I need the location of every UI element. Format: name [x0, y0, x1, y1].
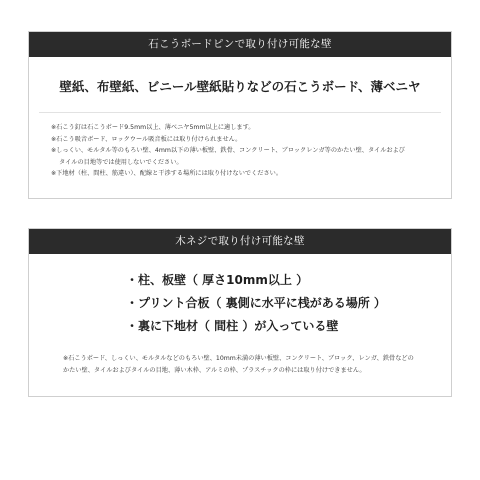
note-line: ※石こう吸音ボード、ロックウール吸音板には取り付けられません。	[51, 135, 242, 143]
bullet-item: ・柱、板壁（ 厚さ10mm以上 ）	[126, 273, 309, 287]
plaster-panel-header: 石こうボードピンで取り付け可能な壁	[29, 32, 451, 57]
note-line: ※石こう釘は石こうボード9.5mm以上、薄ベニヤ5mm以上に適します。	[51, 124, 255, 131]
note-line: タイルの目地等では使用しないでください。	[59, 158, 183, 166]
plaster-board-pin-panel	[28, 31, 452, 199]
note-line: ※下地材（柱、間柱、筋違い）、配線と干渉する場所には取り付けないでください。	[51, 170, 283, 178]
note-line: ※しっくい、モルタル等のもろい壁、4mm以下の薄い板壁、鉄骨、コンクリート、ブロックレンガ等のかたい壁、タイルおよび	[51, 147, 405, 155]
wood-screw-panel	[28, 228, 452, 397]
wood-panel-header: 木ネジで取り付け可能な壁	[29, 229, 451, 254]
note-line: ※石こうボード、しっくい、モルタルなどのもろい壁、10mm未満の薄い板壁、コンクリート、ブロック、レンガ、鉄骨などの	[63, 355, 414, 362]
plaster-panel-notes	[51, 122, 437, 180]
bullet-item: ・裏に下地材（ 間柱 ）が入っている壁	[126, 319, 339, 333]
plaster-panel-divider	[39, 112, 441, 113]
wood-panel-notes	[63, 353, 437, 376]
note-line: かたい壁、タイルおよびタイルの目地、薄い木枠、アルミの枠、プラスチックの枠には取り付けできません。	[63, 366, 366, 374]
wood-panel-bullet-list	[126, 269, 386, 338]
bullet-item: ・プリント合板（ 裏側に水平に桟がある場所 ）	[126, 296, 386, 310]
plaster-panel-headline: 壁紙、布壁紙、ビニール壁紙貼りなどの石こうボード、薄ベニヤ	[59, 79, 421, 94]
